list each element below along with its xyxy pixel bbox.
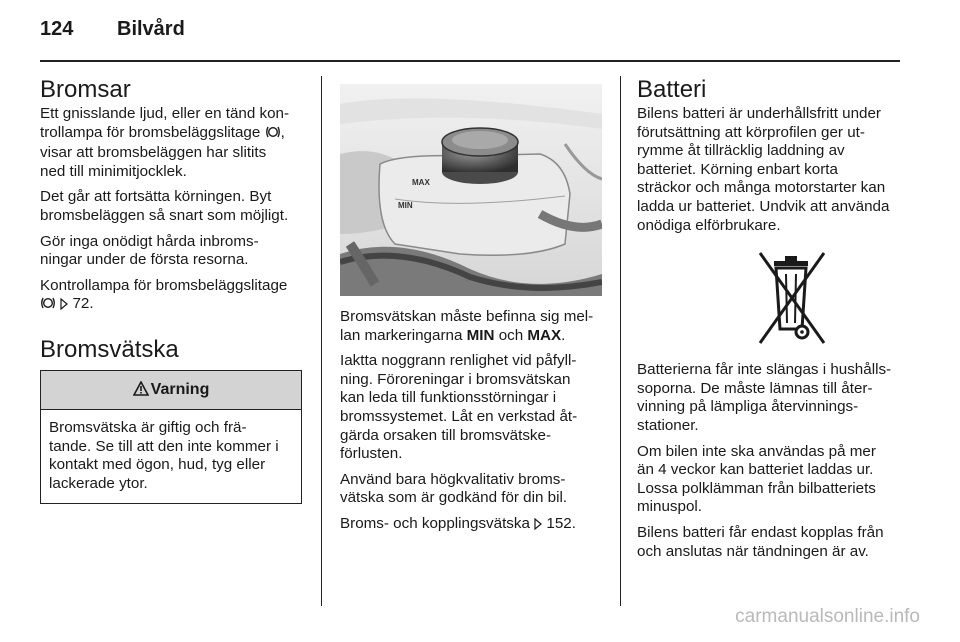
- text-line: visar att bromsbeläggen har slitits: [40, 144, 267, 162]
- heading-batteri: Batteri: [637, 76, 707, 103]
- page-reference-number: 72.: [68, 295, 94, 313]
- text-line: förlusten.: [340, 445, 403, 463]
- text-line: .: [561, 326, 566, 344]
- text-line: Bromsvätska är giftig och frä-: [49, 418, 247, 436]
- text-line: ningar under de första resorna.: [40, 251, 249, 269]
- max-marking: MAX: [412, 178, 430, 187]
- text-line: förutsättning att körprofilen ger ut-: [637, 123, 865, 141]
- section-title: Bilvård: [117, 18, 185, 40]
- paragraph-quality-fluid: [340, 471, 608, 508]
- text-line: vinning på lämpliga återvinnings-: [637, 398, 859, 416]
- warning-title: Varning: [150, 380, 210, 398]
- text-line: Bromsvätskan måste befinna sig mel-: [340, 308, 594, 325]
- text-line: rymme åt tillräcklig laddning av: [637, 142, 845, 160]
- text-line: Lossa polklämman från bilbatteriets: [637, 479, 876, 497]
- text-line: Kontrollampa för bromsbeläggslitage: [40, 276, 288, 294]
- paragraph-cleanliness: [340, 352, 608, 464]
- text-line: Bilens batteri är underhållsfritt under: [637, 105, 881, 122]
- brake-fluid-reservoir-image: [340, 84, 602, 296]
- paragraph-brake-noise: [40, 105, 305, 181]
- text-line: än 4 veckor kan batteriet laddas ur.: [637, 461, 874, 479]
- text-line: lan markeringarna: [340, 326, 467, 344]
- column-left: [40, 76, 305, 504]
- text-line: Batterierna får inte slängas i hushålls-: [637, 361, 892, 379]
- paragraph-fluid-ref: [340, 515, 608, 536]
- paragraph-continue-driving: [40, 188, 305, 225]
- warning-text: [41, 410, 301, 503]
- text-line: ladda ur batteriet. Undvik att använda: [637, 197, 890, 215]
- page-header: [40, 18, 185, 41]
- paragraph-warning-lamp-ref: [40, 277, 305, 316]
- heading-bromsar: Bromsar: [40, 76, 131, 103]
- text-line: onödiga elförbrukare.: [637, 216, 781, 234]
- paragraph-fluid-level: [340, 308, 608, 345]
- text-line: minuspol.: [637, 498, 702, 516]
- page-reference-arrow-icon: [534, 517, 542, 536]
- text-line: trollampa för bromsbeläggslitage: [40, 123, 265, 141]
- text-line: Gör inga onödigt hårda inbroms-: [40, 232, 259, 250]
- text-line: ,: [280, 123, 285, 141]
- header-rule: [40, 60, 900, 62]
- text-line: kontakt med ögon, hud, tyg eller: [49, 456, 266, 474]
- column-middle: [340, 76, 608, 543]
- text-line: bromsbeläggen så snart som möjligt.: [40, 206, 289, 224]
- brake-wear-warning-icon: [265, 125, 281, 145]
- text-line: gärda orsaken till bromsvätske-: [340, 426, 552, 444]
- text-line: kan leda till funktionsstörningar i: [340, 389, 557, 407]
- min-marking: MIN: [398, 201, 413, 210]
- warning-header: [41, 371, 301, 410]
- watermark: carmanualsonline.info: [735, 606, 920, 627]
- page-reference-link[interactable]: [60, 295, 93, 312]
- text-line: Ett gnisslande ljud, eller en tänd kon-: [40, 105, 290, 122]
- text-line: stationer.: [637, 416, 699, 434]
- text-line: Om bilen inte ska användas på mer: [637, 442, 876, 460]
- text-line: Bilens batteri får endast kopplas från: [637, 523, 884, 541]
- text-line: lackerade ytor.: [49, 474, 148, 492]
- paragraph-long-storage: [637, 443, 907, 517]
- column-right: [637, 76, 907, 568]
- heading-bromsvatska: Bromsvätska: [40, 335, 179, 363]
- text-line: Iaktta noggrann renlighet vid påfyll-: [340, 352, 577, 370]
- text-line: sträckor och många motorstarter kan: [637, 179, 886, 197]
- max-label: MAX: [527, 326, 562, 344]
- text-line: ning. Föroreningar i bromsvätskan: [340, 370, 571, 388]
- crossed-out-wheelie-bin-icon: [754, 249, 830, 347]
- page-reference-number: 152.: [542, 514, 576, 532]
- text-line: och: [494, 326, 528, 344]
- text-line: soporna. De måste lämnas till åter-: [637, 379, 873, 397]
- text-line: Det går att fortsätta körningen. Byt: [40, 188, 272, 206]
- text-line: Använd bara högkvalitativ broms-: [340, 470, 566, 488]
- warning-triangle-icon: [133, 373, 149, 411]
- text-line: bromssystemet. Låt en verkstad åt-: [340, 407, 578, 425]
- text-line: batteriet. Körning enbart korta: [637, 160, 838, 178]
- min-label: MIN: [466, 326, 495, 344]
- column-divider-1: [321, 76, 322, 606]
- paragraph-hard-braking: [40, 233, 305, 270]
- paragraph-battery-disposal: [637, 361, 907, 435]
- page-number: 124: [40, 18, 74, 40]
- paragraph-battery-maintenance: [637, 105, 907, 235]
- column-divider-2: [620, 76, 621, 606]
- text-line: vätska som är godkänd för din bil.: [340, 489, 568, 507]
- text-line: tande. Se till att den inte kommer i: [49, 437, 279, 455]
- text-line: och anslutas när tändningen är av.: [637, 542, 869, 560]
- brake-wear-warning-icon: [40, 296, 56, 316]
- page-reference-link[interactable]: [534, 515, 576, 532]
- text-line: Broms- och kopplingsvätska: [340, 514, 530, 532]
- warning-box: [40, 370, 302, 504]
- paragraph-disconnect: [637, 524, 907, 561]
- text-line: ned till minimitjocklek.: [40, 162, 187, 180]
